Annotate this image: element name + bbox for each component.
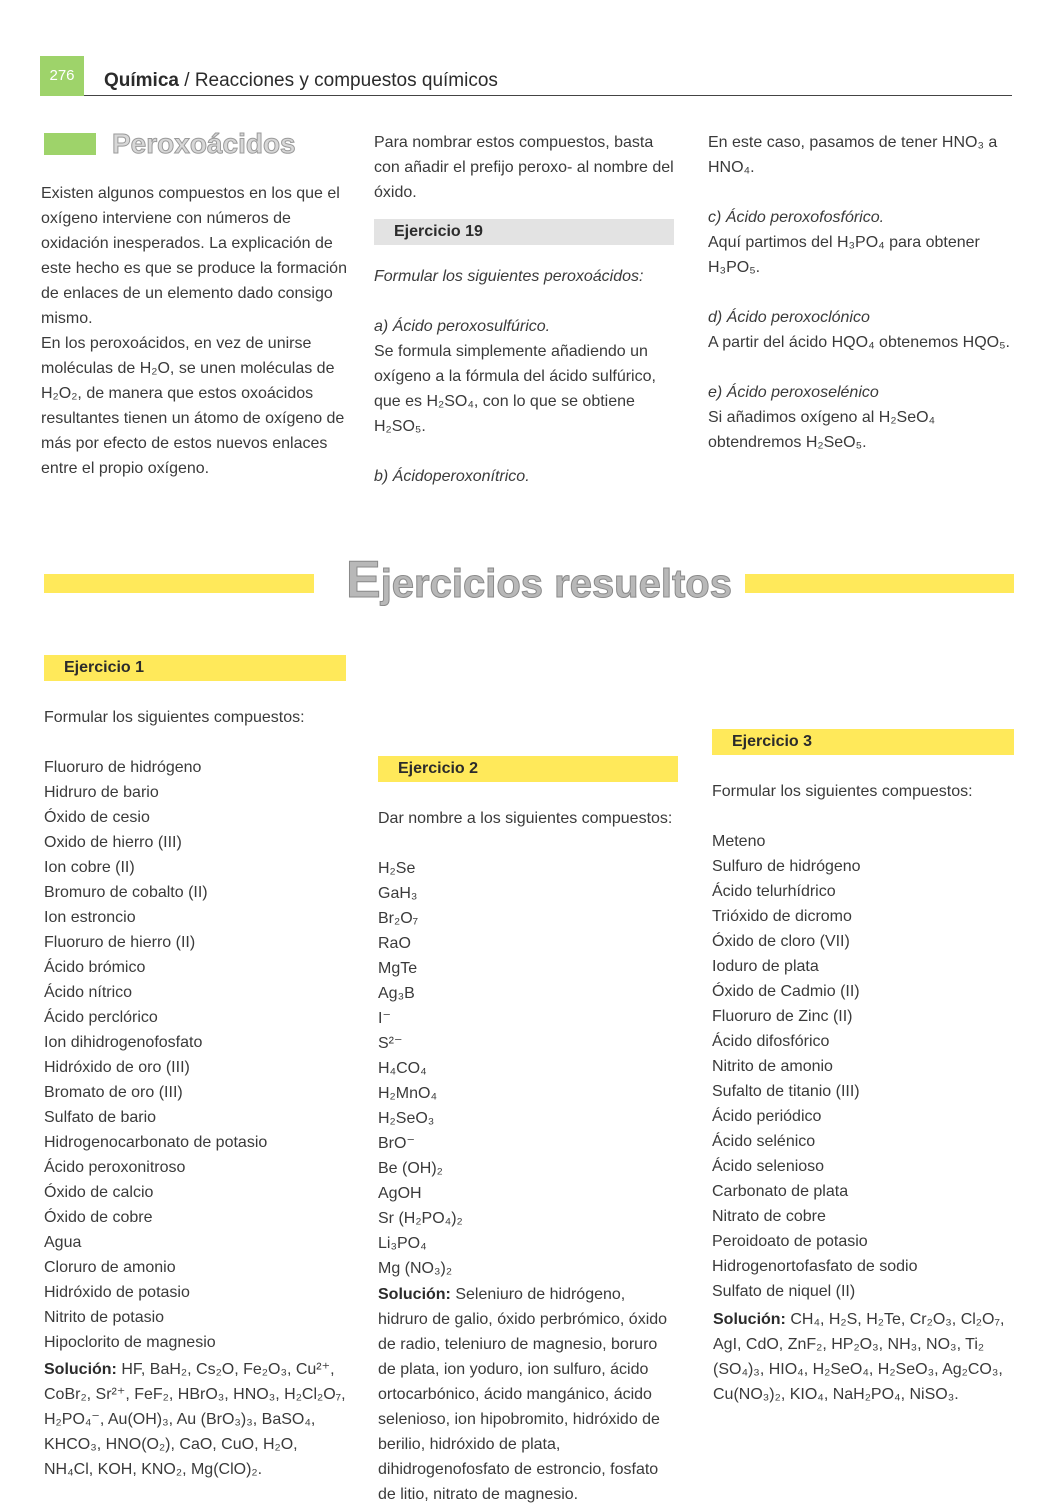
section-column-2 <box>374 130 680 489</box>
list-item: Br₂O₇ <box>378 910 419 927</box>
list-item: H₂SeO₃ <box>378 1110 435 1127</box>
list-item: Ácido perclórico <box>44 1009 158 1026</box>
exercise-2-solution <box>378 1282 678 1507</box>
item-d-title: d) Ácido peroxoclónico <box>708 309 870 326</box>
list-item: Ag₃B <box>378 985 415 1002</box>
list-item: Hidrogenortofasfato de sodio <box>712 1258 918 1275</box>
list-item: Cloruro de amonio <box>44 1259 176 1276</box>
list-item: Nitrito de potasio <box>44 1309 165 1326</box>
solution-text: HF, BaH₂, Cs₂O, Fe₂O₃, Cu²⁺, CoBr₂, Sr²⁺, FeF₂, HBrO₃, HNO₃, H₂Cl₂O₇, H₂PO₄⁻, Au(OH)₃, Au (BrO₃)₃, BaSO₄, KHCO₃, HNO(O₂), CaO, CuO, H₂O, NH₄Cl, KOH, KNO₂, Mg(ClO)₂. <box>44 1361 346 1478</box>
exercise-1-heading: Ejercicio 1 <box>44 655 346 681</box>
item-e-title: e) Ácido peroxoselénico <box>708 384 879 401</box>
list-item: Agua <box>44 1234 82 1251</box>
solution-text: CH₄, H₂S, H₂Te, Cr₂O₃, Cl₂O₇, AgI, CdO, ZnF₂, HP₂O₃, NH₃, NO₃, Ti₂ (SO₄)₃, HIO₄, H₂SeO₄, H₂SeO₃, Ag₂CO₃, Cu(NO₃)₂, KIO₄, NaH₂PO₄, NiSO₃. <box>713 1311 1005 1403</box>
list-item: AgOH <box>378 1185 422 1202</box>
list-item: S²⁻ <box>378 1035 403 1052</box>
list-item: Óxido de cesio <box>44 809 150 826</box>
exercise-3-solution <box>713 1307 1013 1407</box>
solution-text: Seleniuro de hidrógeno, hidruro de galio, óxido perbrómico, óxido de radio, teleniuro de magnesio, boruro de plata, ion yoduro, ion sulfuro, ácido ortocarbónico, ácido mangánico, ácido selenioso, ion hipobromito, hidróxido de berilio, hidróxido de plata, dihidrogenofosfato de estroncio, fosfato de litio, nitrato de magnesio. <box>378 1286 668 1503</box>
list-item: Sufalto de titanio (III) <box>712 1083 860 1100</box>
paragraph: Para nombrar estos compuestos, basta con añadir el prefijo peroxo- al nombre del óxido. <box>374 134 674 201</box>
section-column-1 <box>41 181 347 481</box>
list-item: Ácido difosfórico <box>712 1033 830 1050</box>
list-item: MgTe <box>378 960 418 977</box>
item-c-title: c) Ácido peroxofosfórico. <box>708 209 885 226</box>
list-item: Meteno <box>712 833 766 850</box>
list-item: H₂Se <box>378 860 416 877</box>
section-marker <box>44 133 96 155</box>
list-item: Li₃PO₄ <box>378 1235 427 1252</box>
item-c-text: Aquí partimos del H₃PO₄ para obtener H₃PO₅. <box>708 234 980 276</box>
item-b-text: En este caso, pasamos de tener HNO₃ a HNO₄. <box>708 134 998 176</box>
item-b-title: b) Ácidoperoxonítrico. <box>374 468 530 485</box>
list-item: Hidróxido de oro (III) <box>44 1059 190 1076</box>
list-item: Mg (NO₃)₂ <box>378 1260 453 1277</box>
list-item: Sulfato de bario <box>44 1109 157 1126</box>
item-e-text: Si añadimos oxígeno al H₂SeO₄ obtendremos H₂SeO₅. <box>708 409 936 451</box>
list-item: RaO <box>378 935 411 952</box>
list-item: Fluoruro de hierro (II) <box>44 934 196 951</box>
list-item: Ácido peroxonitroso <box>44 1159 186 1176</box>
list-item: Sulfuro de hidrógeno <box>712 858 861 875</box>
exercise-1-list <box>44 755 346 1355</box>
chapter-title: Reacciones y compuestos químicos <box>194 70 498 91</box>
list-item: Ácido telurhídrico <box>712 883 836 900</box>
solution-label: Solución: <box>378 1286 451 1303</box>
list-item: I⁻ <box>378 1010 391 1027</box>
exercise-2-prompt: Dar nombre a los siguientes compuestos: <box>378 810 673 827</box>
list-item: Óxido de calcio <box>44 1184 154 1201</box>
list-item: Ácido periódico <box>712 1108 822 1125</box>
list-item: GaH₃ <box>378 885 418 902</box>
list-item: Bromuro de cobalto (II) <box>44 884 208 901</box>
exercise-1 <box>44 655 346 1355</box>
list-item: Óxido de Cadmio (II) <box>712 983 860 1000</box>
header-separator: / <box>178 70 195 91</box>
exercise-2-heading: Ejercicio 2 <box>378 756 678 782</box>
list-item: H₄CO₄ <box>378 1060 427 1077</box>
list-item: Hipoclorito de magnesio <box>44 1334 216 1351</box>
page-number: 276 <box>40 56 84 96</box>
exercise-3-heading: Ejercicio 3 <box>712 729 1014 755</box>
banner-title <box>346 552 732 612</box>
list-item: Ácido brómico <box>44 959 146 976</box>
paragraph: Existen algunos compuestos en los que el oxígeno interviene con números de oxidación inesperados. La explicación de este hecho es que se produce la formación de enlaces de un elemento dado consigo mismo. <box>41 185 347 327</box>
list-item: Nitrato de cobre <box>712 1208 826 1225</box>
exercise-2-list <box>378 856 678 1281</box>
list-item: Óxido de cloro (VII) <box>712 933 850 950</box>
section-title: Peroxoácidos <box>112 128 296 159</box>
exercise-2 <box>378 756 678 1281</box>
exercise-3-prompt: Formular los siguientes compuestos: <box>712 783 973 800</box>
exercise-1-prompt: Formular los siguientes compuestos: <box>44 709 305 726</box>
list-item: Ácido selénico <box>712 1133 816 1150</box>
running-header <box>104 68 498 94</box>
exercise-19-prompt: Formular los siguientes peroxoácidos: <box>374 268 644 285</box>
list-item: BrO⁻ <box>378 1135 415 1152</box>
exercise-19-heading: Ejercicio 19 <box>374 219 674 245</box>
list-item: Fluoruro de hidrógeno <box>44 759 202 776</box>
paragraph: En los peroxoácidos, en vez de unirse moléculas de H₂O, se unen moléculas de H₂O₂, de manera que estos oxoácidos resultantes tienen un átomo de oxígeno de más por efecto de estos nuevos enlaces entre el propio oxígeno. <box>41 335 345 477</box>
banner-initial: E <box>346 551 381 609</box>
banner-left-bar <box>44 574 314 593</box>
list-item: Ion dihidrogenofosfato <box>44 1034 203 1051</box>
list-item: Bromato de oro (III) <box>44 1084 183 1101</box>
list-item: Ion estroncio <box>44 909 136 926</box>
item-a-text: Se formula simplemente añadiendo un oxígeno a la fórmula del ácido sulfúrico, que es H₂SO₄, con lo que se obtiene H₂SO₅. <box>374 343 656 435</box>
header-rule <box>84 95 1012 96</box>
banner-right-bar <box>745 574 1014 593</box>
exercise-3 <box>712 729 1014 1304</box>
list-item: Oxido de hierro (III) <box>44 834 182 851</box>
exercise-1-solution <box>44 1357 346 1482</box>
list-item: Ion cobre (II) <box>44 859 135 876</box>
list-item: Hidrogenocarbonato de potasio <box>44 1134 268 1151</box>
list-item: Peroidoato de potasio <box>712 1233 868 1250</box>
subject-title: Química <box>104 70 179 91</box>
list-item: Trióxido de dicromo <box>712 908 852 925</box>
list-item: Nitrito de amonio <box>712 1058 833 1075</box>
list-item: Ácido selenioso <box>712 1158 825 1175</box>
section-column-3 <box>708 130 1014 455</box>
list-item: Óxido de cobre <box>44 1209 153 1226</box>
list-item: Sulfato de niquel (II) <box>712 1283 856 1300</box>
list-item: Hidruro de bario <box>44 784 159 801</box>
item-a-title: a) Ácido peroxosulfúrico. <box>374 318 551 335</box>
item-d-text: A partir del ácido HQO₄ obtenemos HQO₅. <box>708 334 1010 351</box>
list-item: Sr (H₂PO₄)₂ <box>378 1210 463 1227</box>
list-item: Ioduro de plata <box>712 958 819 975</box>
exercise-3-list <box>712 829 1014 1304</box>
list-item: H₂MnO₄ <box>378 1085 437 1102</box>
list-item: Hidróxido de potasio <box>44 1284 190 1301</box>
banner-rest: jercicios resueltos <box>380 562 732 606</box>
list-item: Fluoruro de Zinc (II) <box>712 1008 853 1025</box>
solution-label: Solución: <box>44 1361 117 1378</box>
list-item: Carbonato de plata <box>712 1183 849 1200</box>
solution-label: Solución: <box>713 1311 786 1328</box>
list-item: Be (OH)₂ <box>378 1160 443 1177</box>
list-item: Ácido nítrico <box>44 984 133 1001</box>
